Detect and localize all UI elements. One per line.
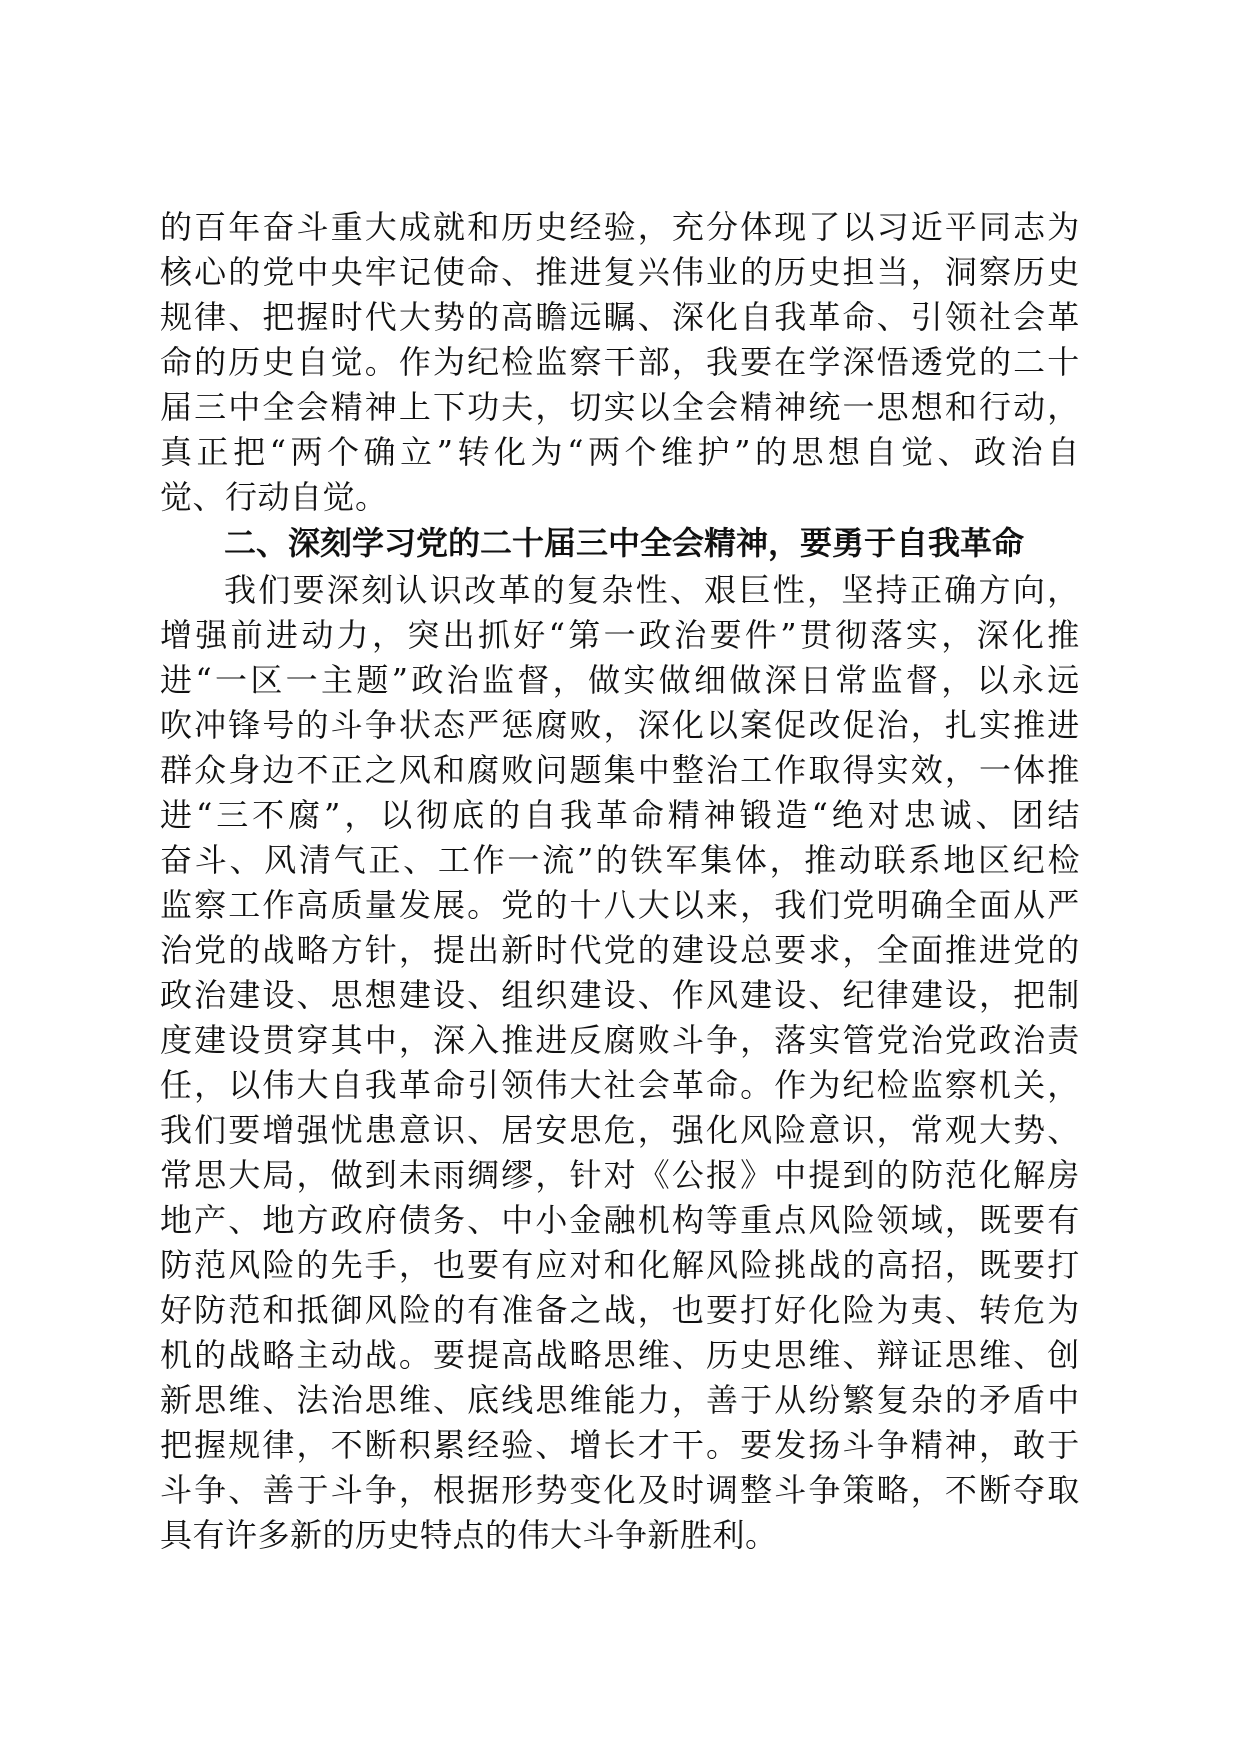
paragraph-line: 防 范 风 险 的 先 手 ， 也 要 有 应 对 和 化 解 风 险 挑 战 的 高 招 ， 既 要 打 bbox=[160, 1246, 1080, 1284]
paragraph-line: 度 建 设 贯 穿 其 中 ， 深 入 推 进 反 腐 败 斗 争 ， 落 实 管 党 治 党 政 治 责 bbox=[160, 1021, 1080, 1059]
paragraph-1 bbox=[160, 205, 1080, 520]
paragraph-line: 地 产 、 地 方 政 府 债 务 、 中 小 金 融 机 构 等 重 点 风 险 领 域 ， 既 要 有 bbox=[160, 1201, 1080, 1239]
paragraph-line: 治 党 的 战 略 方 针 ， 提 出 新 时 代 党 的 建 设 总 要 求 ， 全 面 推 进 党 的 bbox=[160, 931, 1080, 969]
paragraph-line: 把 握 规 律 ， 不 断 积 累 经 验 、 增 长 才 干 。 要 发 扬 斗 争 精 神 ， 敢 于 bbox=[160, 1426, 1080, 1464]
paragraph-line: 任 ， 以 伟 大 自 我 革 命 引 领 伟 大 社 会 革 命 。 作 为 纪 检 监 察 机 关 ， bbox=[160, 1066, 1080, 1104]
paragraph-line: 觉、行动自觉。 bbox=[160, 478, 388, 516]
paragraph-line: 机 的 战 略 主 动 战 。 要 提 高 战 略 思 维 、 历 史 思 维 、 辩 证 思 维 、 创 bbox=[160, 1336, 1080, 1374]
paragraph-2 bbox=[160, 568, 1080, 1558]
paragraph-line: 增 强 前 进 动 力 ， 突 出 抓 好 “ 第 一 政 治 要 件 ” 贯 彻 落 实 ， 深 化 推 bbox=[160, 616, 1080, 654]
paragraph-line: 政 治 建 设 、 思 想 建 设 、 组 织 建 设 、 作 风 建 设 、 纪 律 建 设 ， 把 制 bbox=[160, 976, 1080, 1014]
paragraph-line: 常 思 大 局 ， 做 到 未 雨 绸 缪 ， 针 对 《 公 报 》 中 提 到 的 防 范 化 解 房 bbox=[160, 1156, 1080, 1194]
paragraph-line: 群 众 身 边 不 正 之 风 和 腐 败 问 题 集 中 整 治 工 作 取 得 实 效 ， 一 体 推 bbox=[160, 751, 1080, 789]
paragraph-line: 命 的 历 史 自 觉 。 作 为 纪 检 监 察 干 部 ， 我 要 在 学 深 悟 透 党 的 二 十 bbox=[160, 343, 1080, 381]
paragraph-line: 我 们 要 增 强 忧 患 意 识 、 居 安 思 危 ， 强 化 风 险 意 识 ， 常 观 大 势 、 bbox=[160, 1111, 1080, 1149]
paragraph-line: 真 正 把 “ 两 个 确 立 ” 转 化 为 “ 两 个 维 护 ” 的 思 想 自 觉 、 政 治 自 bbox=[160, 433, 1080, 471]
paragraph-line: 我 们 要 深 刻 认 识 改 革 的 复 杂 性 、 艰 巨 性 ， 坚 持 正 确 方 向 ， bbox=[224, 571, 1080, 609]
paragraph-line: 好 防 范 和 抵 御 风 险 的 有 准 备 之 战 ， 也 要 打 好 化 险 为 夷 、 转 危 为 bbox=[160, 1291, 1080, 1329]
paragraph-line: 进 “ 三 不 腐 ” ， 以 彻 底 的 自 我 革 命 精 神 锻 造 “ 绝 对 忠 诚 、 团 结 bbox=[160, 796, 1080, 834]
paragraph-line: 核 心 的 党 中 央 牢 记 使 命 、 推 进 复 兴 伟 业 的 历 史 担 当 ， 洞 察 历 史 bbox=[160, 253, 1080, 291]
paragraph-line: 届 三 中 全 会 精 神 上 下 功 夫 ， 切 实 以 全 会 精 神 统 一 思 想 和 行 动 ， bbox=[160, 388, 1080, 426]
paragraph-line: 奋 斗 、 风 清 气 正 、 工 作 一 流 ” 的 铁 军 集 体 ， 推 动 联 系 地 区 纪 检 bbox=[160, 841, 1080, 879]
paragraph-line: 新 思 维 、 法 治 思 维 、 底 线 思 维 能 力 ， 善 于 从 纷 繁 复 杂 的 矛 盾 中 bbox=[160, 1381, 1080, 1419]
paragraph-line: 的 百 年 奋 斗 重 大 成 就 和 历 史 经 验 ， 充 分 体 现 了 以 习 近 平 同 志 为 bbox=[160, 208, 1080, 246]
paragraph-line: 具有许多新的历史特点的伟大斗争新胜利。 bbox=[160, 1516, 778, 1554]
paragraph-line: 吹 冲 锋 号 的 斗 争 状 态 严 惩 腐 败 ， 深 化 以 案 促 改 促 治 ， 扎 实 推 进 bbox=[160, 706, 1080, 744]
paragraph-line: 进 “ 一 区 一 主 题 ” 政 治 监 督 ， 做 实 做 细 做 深 日 常 监 督 ， 以 永 远 bbox=[160, 661, 1080, 699]
paragraph-line: 斗 争 、 善 于 斗 争 ， 根 据 形 势 变 化 及 时 调 整 斗 争 策 略 ， 不 断 夺 取 bbox=[160, 1471, 1080, 1509]
paragraph-line: 规 律 、 把 握 时 代 大 势 的 高 瞻 远 瞩 、 深 化 自 我 革 命 、 引 领 社 会 革 bbox=[160, 298, 1080, 336]
paragraph-line: 监 察 工 作 高 质 量 发 展 。 党 的 十 八 大 以 来 ， 我 们 党 明 确 全 面 从 严 bbox=[160, 886, 1080, 924]
section-heading: 二、深刻学习党的二十届三中全会精神，要勇于自我革命 bbox=[224, 524, 1025, 562]
